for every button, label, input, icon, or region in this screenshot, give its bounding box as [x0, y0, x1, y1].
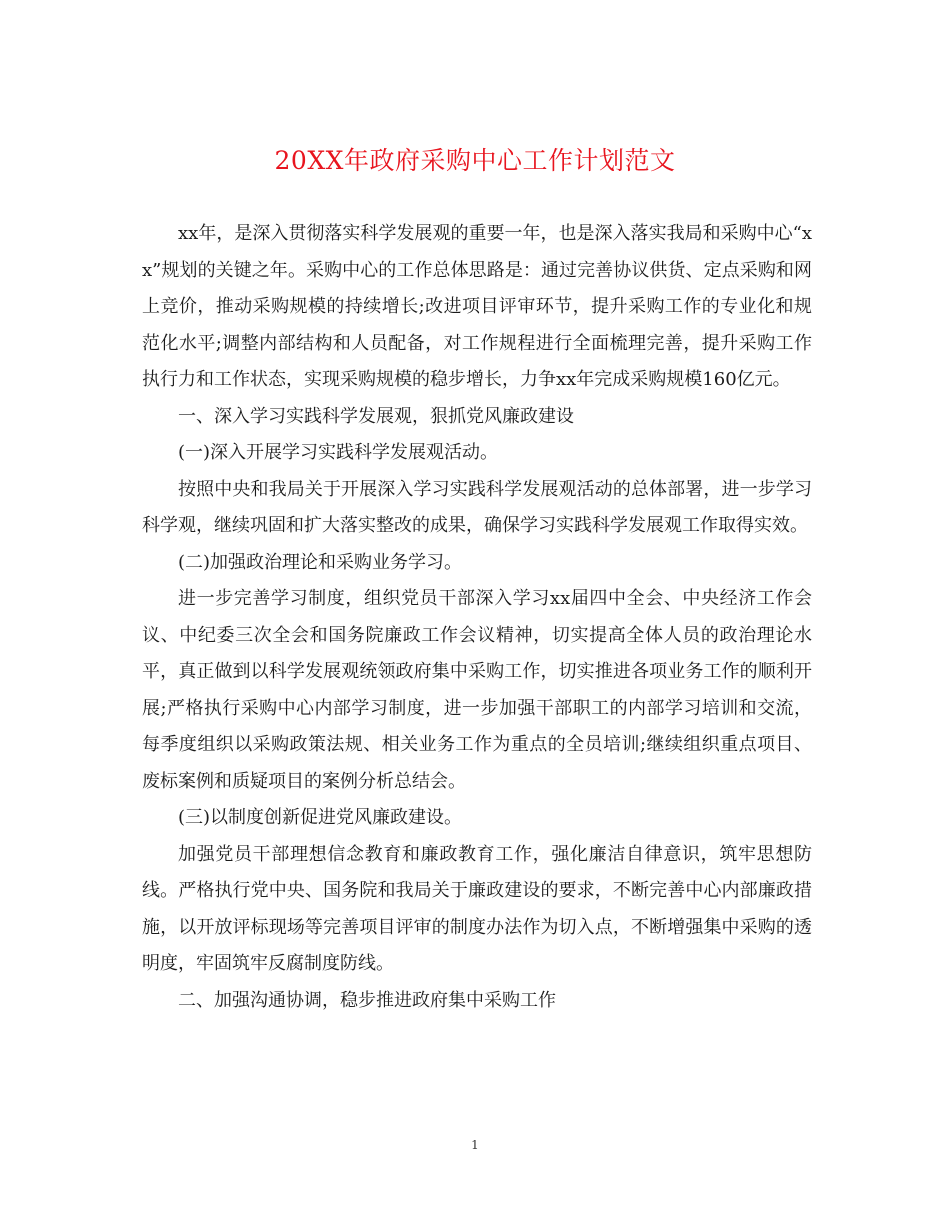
section-heading-2: 二、加强沟通协调，稳步推进政府集中采购工作 [178, 989, 556, 1011]
subsection-heading-1: (一)深入开展学习实践科学发展观活动。 [178, 442, 499, 463]
paragraph-3: 加强党员干部理想信念教育和廉政教育工作，强化廉洁自律意识，筑牢思想防线。严格执行党中央、国务院和我局关于廉政建设的要求，不断完善中心内部廉政措施，以开放评标现场等完善项目评审的制度办法作为切入点，不断增强集中采购的透明度，牢固筑牢反腐制度防线。 [142, 843, 812, 974]
document-title: 20XX年政府采购中心工作计划范文 [274, 146, 676, 175]
subsection-heading-2: (二)加强政治理论和采购业务学习。 [178, 551, 463, 573]
paragraph-1: 按照中央和我局关于开展深入学习实践科学发展观活动的总体部署，进一步学习科学观，继续巩固和扩大落实整改的成果，确保学习实践科学发展观工作取得实效。 [142, 478, 812, 536]
section-heading-1: 一、深入学习实践科学发展观，狠抓党风廉政建设 [178, 405, 574, 427]
paragraph-2: 进一步完善学习制度，组织党员干部深入学习xx届四中全会、中央经济工作会议、中纪委三次全会和国务院廉政工作会议精神，切实提高全体人员的政治理论水平，真正做到以科学发展观统领政府集中采购工作，切实推进各项业务工作的顺利开展;严格执行采购中心内部学习制度，进一步加强干部职工的内部学习培训和交流，每季度组织以采购政策法规、相关业务工作为重点的全员培训;继续组织重点项目、废标案例和质疑项目的案例分析总结会。 [142, 588, 812, 792]
page-number: 1 [471, 1138, 479, 1152]
intro-paragraph: xx年，是深入贯彻落实科学发展观的重要一年，也是深入落实我局和采购中心“xx”规划的关键之年。采购中心的工作总体思路是：通过完善协议供货、定点采购和网上竞价，推动采购规模的持续增长;改进项目评审环节，提升采购工作的专业化和规范化水平;调整内部结构和人员配备，对工作规程进行全面梳理完善，提升采购工作执行力和工作状态，实现采购规模的稳步增长，力争xx年完成采购规模160亿元。 [142, 223, 812, 390]
document-body [142, 216, 812, 1019]
subsection-heading-3: (三)以制度创新促进党风廉政建设。 [178, 807, 463, 828]
